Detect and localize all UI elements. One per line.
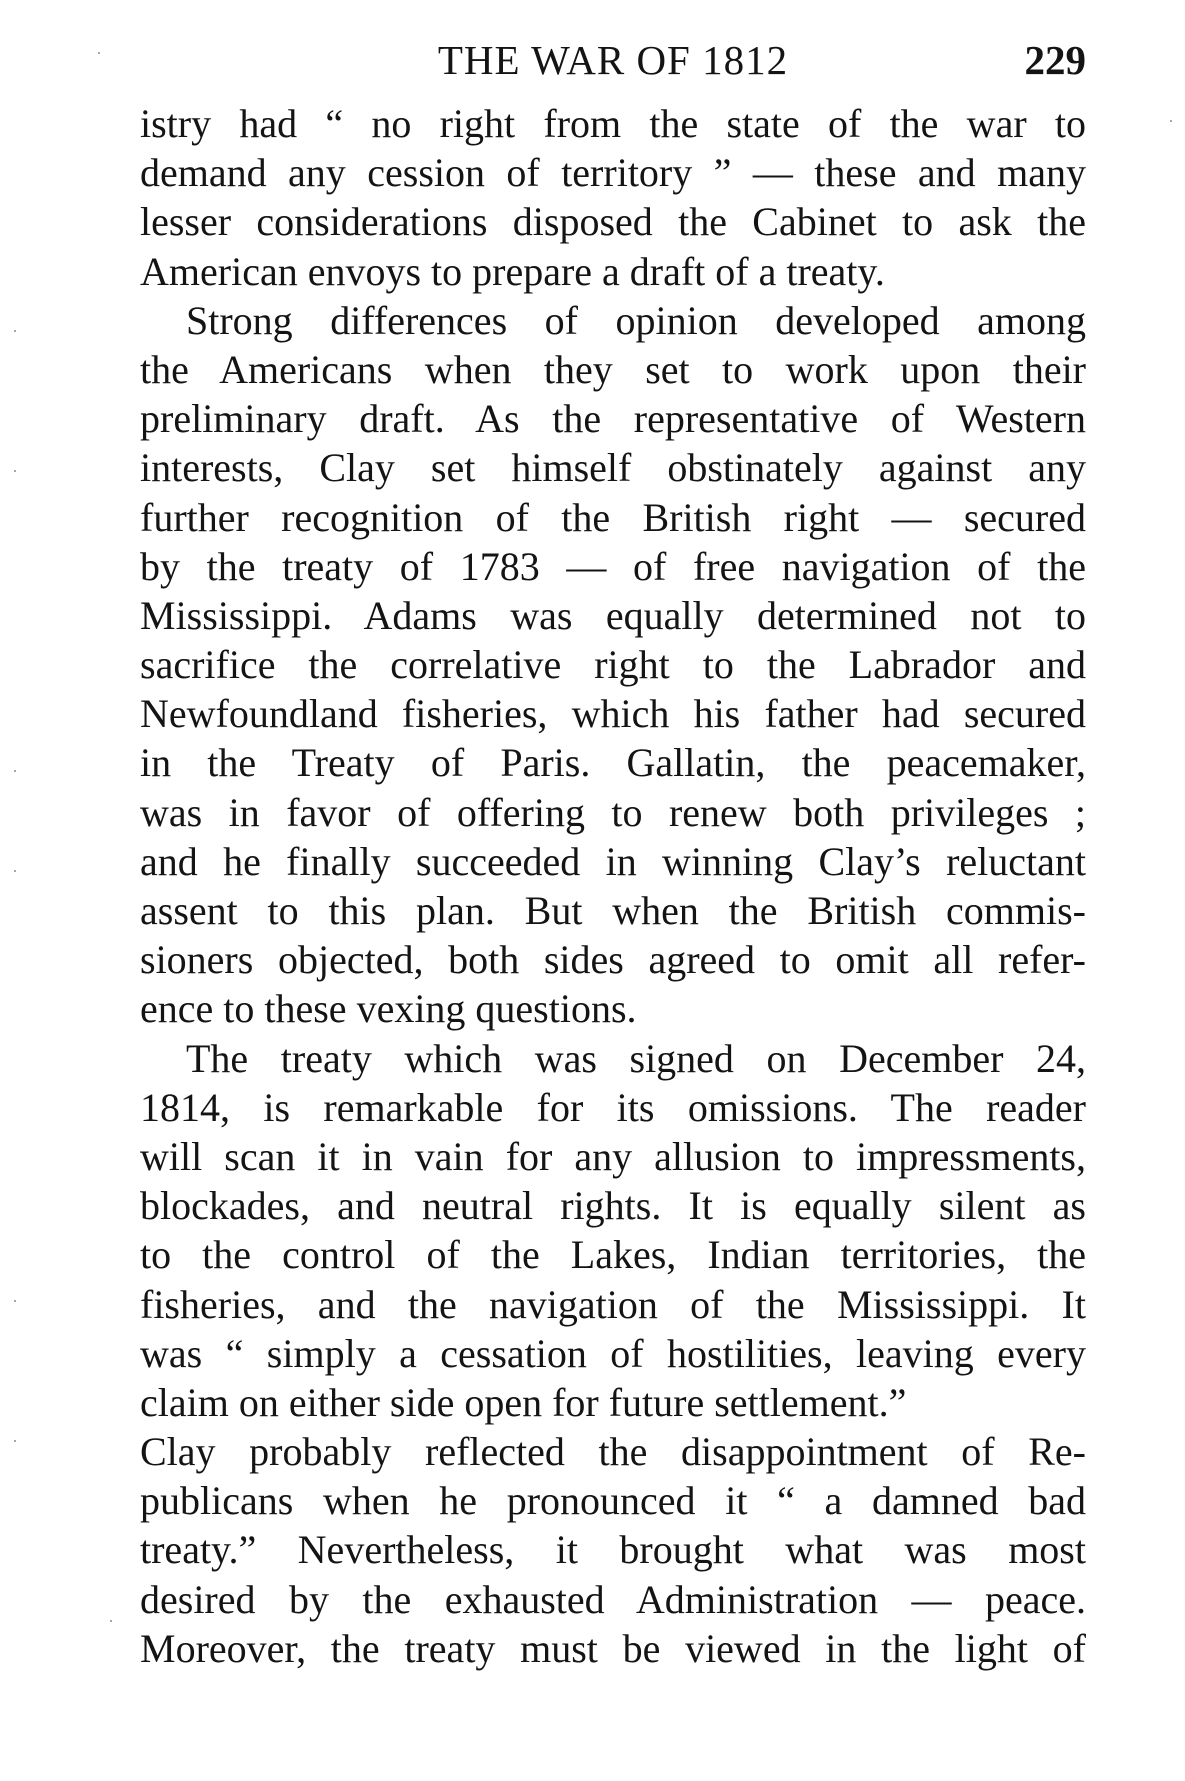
running-head [140,30,1086,90]
scan-speck [14,870,16,872]
text-line: Strong differences of opinion developed among [186,297,1086,343]
text-line: will scan it in vain for any allusion to impressments, [140,1133,1086,1179]
text-line: assent to this plan. But when the British commis- [140,888,1086,933]
text-line: was “ simply a cessation of hostilities, leaving every [140,1330,1086,1376]
text-line: 1814, is remarkable for its omissions. The reader [140,1084,1086,1130]
text-line: by the treaty of 1783 — of free navigation of the [140,543,1086,589]
page-number: 229 [1024,37,1086,83]
text-line: fisheries, and the navigation of the Mississippi. It [140,1281,1086,1327]
body-text [140,99,1086,1673]
text-line: was in favor of offering to renew both privileges ; [140,789,1086,835]
text-line: blockades, and neutral rights. It is equally silent as [140,1183,1086,1229]
scan-speck [14,330,16,332]
text-line: desired by the exhausted Administration — peace. [140,1576,1086,1622]
text-line: Clay probably reflected the disappointment of Re- [140,1429,1086,1475]
scan-speck [98,52,100,54]
text-line: The treaty which was signed on December 24, [186,1035,1086,1081]
text-line: in the Treaty of Paris. Gallatin, the peacemaker, [140,740,1086,786]
scan-speck [14,470,16,472]
scan-speck [110,1620,112,1622]
text-line: Mississippi. Adams was equally determined not to [140,592,1086,638]
text-line: interests, Clay set himself obstinately against any [140,445,1086,491]
text-line: Newfoundland fisheries, which his father had secured [140,691,1086,737]
text-line: demand any cession of territory ” — these and many [140,150,1086,196]
text-line: American envoys to prepare a draft of a treaty. [140,248,885,294]
scan-speck [14,1440,16,1442]
text-line: sioners objected, both sides agreed to omit all refer- [140,937,1086,983]
text-line: preliminary draft. As the representative of Western [140,396,1086,442]
text-line: treaty.” Nevertheless, it brought what was most [140,1527,1086,1573]
text-line: istry had “ no right from the state of the war to [140,101,1086,146]
text-line: Moreover, the treaty must be viewed in the light of [140,1625,1086,1671]
running-title: THE WAR OF 1812 [437,37,789,83]
text-line: ence to these vexing questions. [140,986,637,1032]
scan-speck [14,1300,16,1302]
text-line: further recognition of the British right — secured [140,494,1086,540]
text-line: the Americans when they set to work upon their [140,346,1086,392]
text-line: claim on either side open for future settlement.” [140,1379,907,1425]
text-line: sacrifice the correlative right to the Labrador and [140,642,1086,688]
text-line: to the control of the Lakes, Indian territories, the [140,1232,1086,1278]
text-line: publicans when he pronounced it “ a damned bad [140,1478,1086,1524]
text-line: and he finally succeeded in winning Clay’s reluctant [140,838,1086,884]
scan-speck [1170,120,1172,122]
scan-speck [14,770,16,772]
text-line: lesser considerations disposed the Cabinet to ask the [140,199,1086,245]
